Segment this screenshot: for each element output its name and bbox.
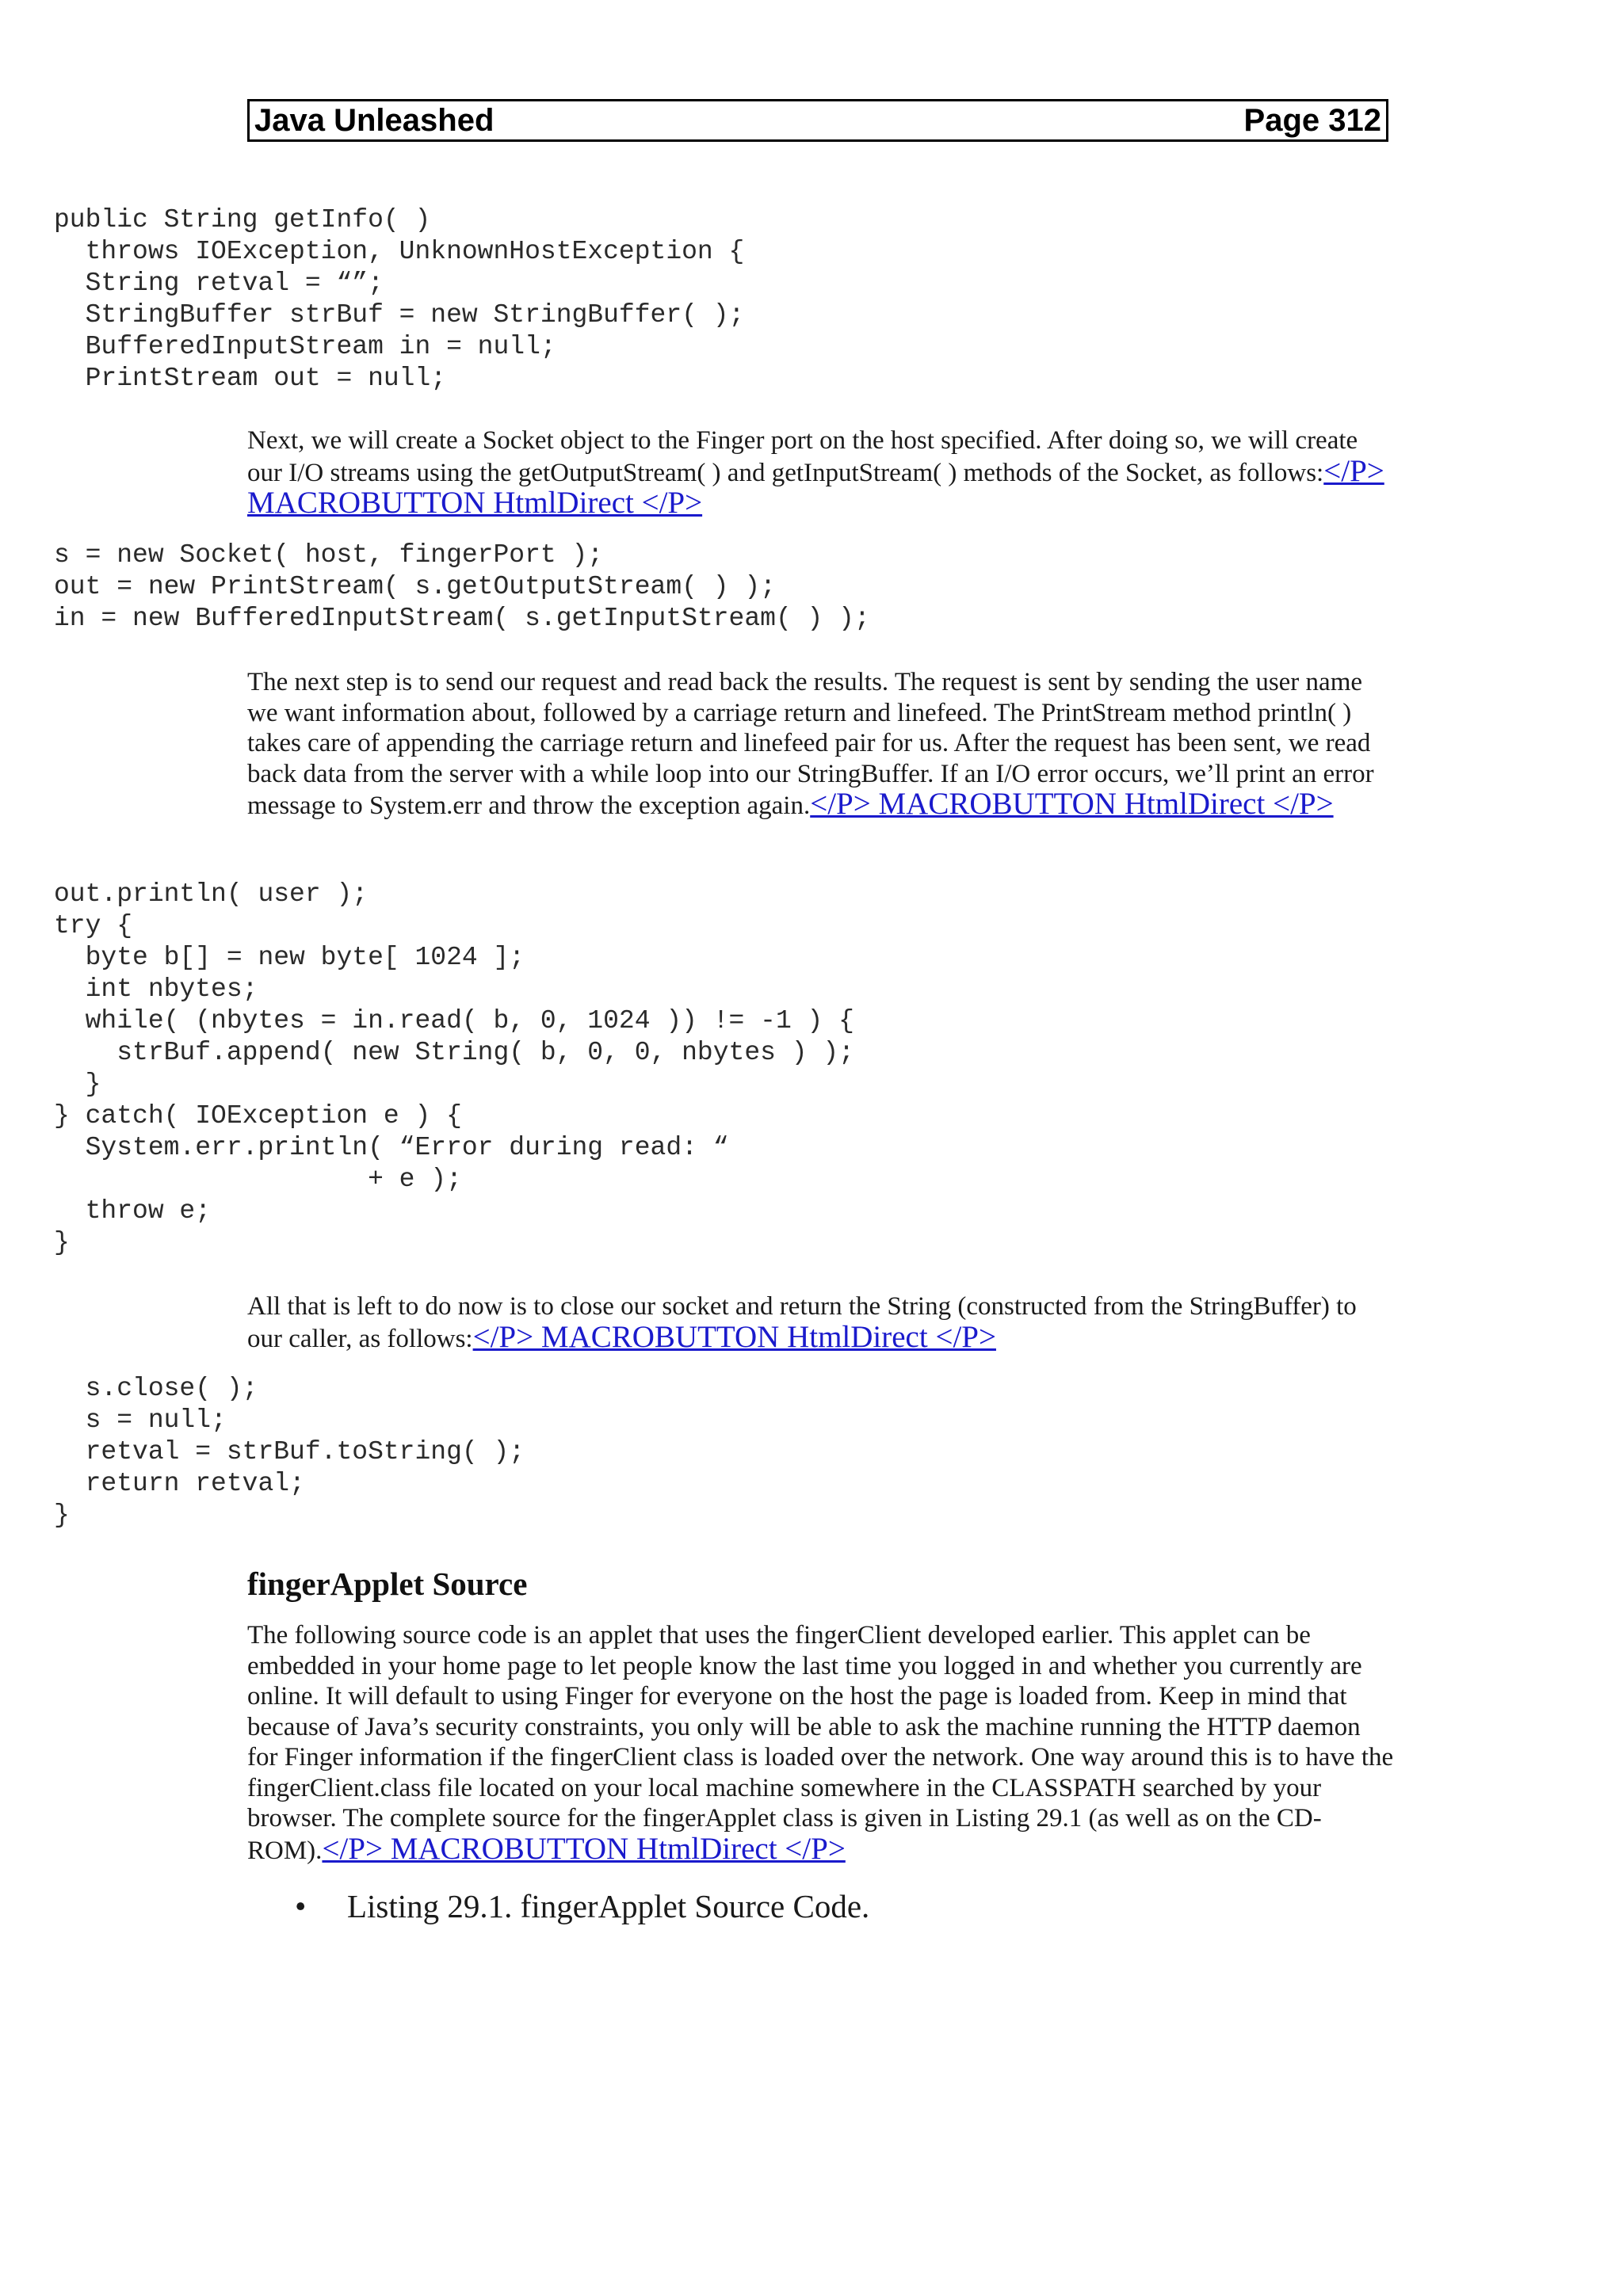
- code-block-close: s.close( ); s = null; retval = strBuf.toString( ); return retval; }: [54, 1374, 525, 1530]
- paragraph-applet-description: [247, 1620, 1396, 1866]
- paragraph-text: The following source code is an applet that uses the fingerClient developed earlier. This applet can be embedded in your home page to let people know the last time you logged in and whether you currently are online. It will default to using Finger for everyone on the host the page is loaded from. Keep in mind that because of Java’s security constraints, you only will be able to ask the machine running the HTTP daemon for Finger information if the fingerClient class is loaded over the network. One way around this is to have the fingerClient.class file located on your local machine somewhere in the CLASSPATH searched by your browser. The complete source for the fingerApplet class is given in Listing 29.1 (as well as on the CD-ROM).: [247, 1621, 1394, 1865]
- code-block-socket-streams: s = new Socket( host, fingerPort ); out = new PrintStream( s.getOutputStream( ) ); in = new BufferedInputStream( s.getInputStream( ) );: [54, 540, 870, 633]
- code-block-get-info: public String getInfo( ) throws IOException, UnknownHostException { String retval = “”; StringBuffer strBuf = new StringBuffer( ); BufferedInputStream in = null; PrintStream out = null;: [54, 205, 745, 393]
- bullet-icon: •: [295, 1888, 307, 1924]
- book-title: Java Unleashed: [254, 102, 495, 138]
- listing-caption: Listing 29.1. fingerApplet Source Code.: [347, 1888, 870, 1924]
- paragraph-create-socket: [247, 425, 1396, 521]
- section-heading: fingerApplet Source: [247, 1566, 528, 1602]
- macrobutton-link[interactable]: </P> MACROBUTTON HtmlDirect </P>: [810, 787, 1334, 821]
- paragraph-text: Next, we will create a Socket object to the Finger port on the host specified. After doing so, we will create our I/O streams using the getOutputStream( ) and getInputStream( ) methods of the Socket, as follows:: [247, 426, 1358, 487]
- macrobutton-link[interactable]: </P> MACROBUTTON HtmlDirect </P>: [247, 453, 1384, 520]
- paragraph-text: All that is left to do now is to close our socket and return the String (constructed from the StringBuffer) to our caller, as follows:: [247, 1292, 1357, 1353]
- macrobutton-link[interactable]: </P> MACROBUTTON HtmlDirect </P>: [472, 1319, 996, 1354]
- paragraph-send-request: [247, 667, 1396, 822]
- page-number: Page 312: [1243, 102, 1381, 138]
- paragraph-close-socket: [247, 1291, 1396, 1354]
- page-header: [247, 99, 1388, 142]
- macrobutton-link[interactable]: </P> MACROBUTTON HtmlDirect </P>: [322, 1831, 846, 1866]
- code-block-read-loop: out.println( user ); try { byte b[] = new byte[ 1024 ]; int nbytes; while( (nbytes = in.read( b, 0, 1024 )) != -1 ) { strBuf.append( new String( b, 0, 0, nbytes ) ); } } catch( IOException e ) { System.err.println( “Error during read: “ + e ); throw e; }: [54, 879, 854, 1257]
- listing-bullet-item: [295, 1887, 869, 1925]
- paragraph-text: The next step is to send our request and read back the results. The request is sent by sending the user name we want information about, followed by a carriage return and linefeed. The PrintStream method println( ) takes care of appending the carriage return and linefeed pair for us. After the request has been sent, we read back data from the server with a while loop into our StringBuffer. If an I/O error occurs, we’ll print an error message to System.err and throw the exception again.: [247, 668, 1374, 820]
